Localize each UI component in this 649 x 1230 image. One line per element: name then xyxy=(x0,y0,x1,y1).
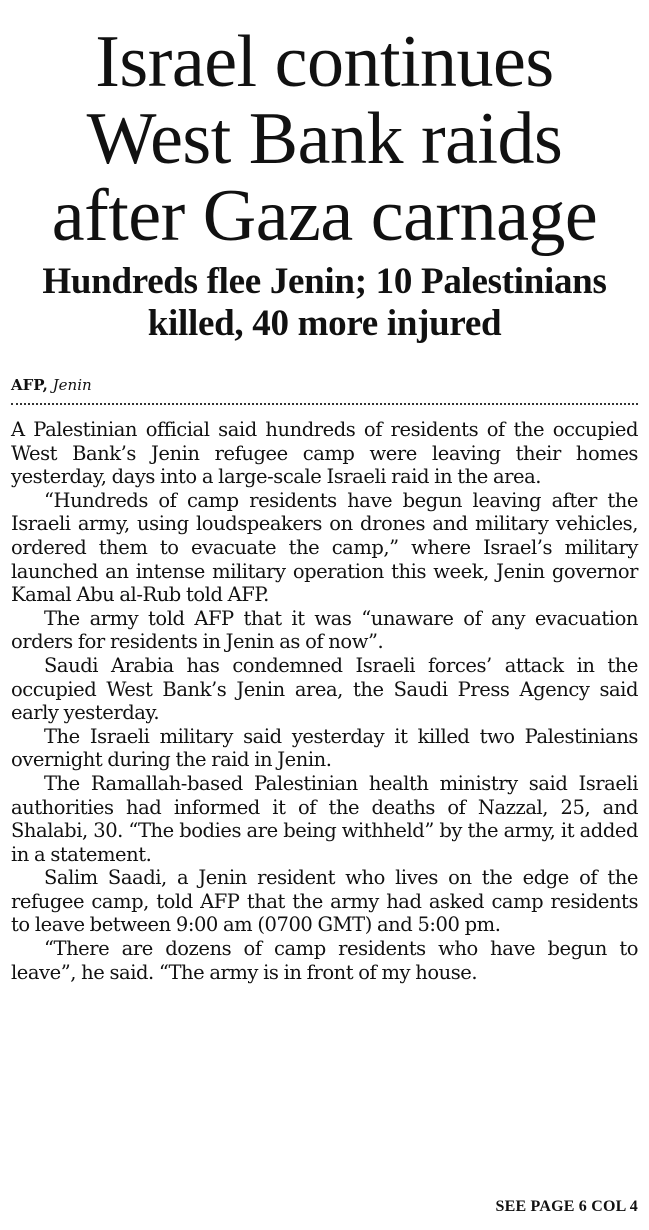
headline-line: West Bank raids xyxy=(86,98,563,180)
continuation-jump-line: SEE PAGE 6 COL 4 xyxy=(495,1198,638,1215)
byline xyxy=(11,375,638,395)
paragraph: A Palestinian official said hundreds of residents of the occupied West Bank’s Jenin refugee camp were leaving their homes yesterday, days into a large-scale Israeli raid in the area. xyxy=(11,418,638,489)
headline-line: after Gaza carnage xyxy=(51,175,598,257)
paragraph: “There are dozens of camp residents who have begun to leave”, he said. “The army is in front of my house. xyxy=(11,937,638,984)
headline xyxy=(11,0,638,255)
paragraph: “Hundreds of camp residents have begun leaving after the Israeli army, using loudspeakers on drones and military vehicles, ordered them to evacuate the camp,” where Israel’s military launched an intense military operation this week, Jenin governor Kamal Abu al-Rub told AFP. xyxy=(11,488,638,607)
paragraph: The Ramallah-based Palestinian health ministry said Israeli authorities had informed it of the deaths of Nazzal, 25, and Shalabi, 30. “The bodies are being withheld” by the army, it added in a statement. xyxy=(11,771,638,866)
byline-dateline: Jenin xyxy=(52,376,92,394)
subheadline xyxy=(11,261,638,345)
byline-agency: AFP, xyxy=(11,376,48,394)
article-body xyxy=(11,418,638,984)
paragraph: Saudi Arabia has condemned Israeli forces’ attack in the occupied West Bank’s Jenin area, the Saudi Press Agency said early yesterday. xyxy=(11,653,638,725)
subheadline-line: Hundreds flee Jenin; 10 Palestinians xyxy=(42,261,607,302)
subheadline-line: killed, 40 more injured xyxy=(147,303,502,344)
paragraph: The Israeli military said yesterday it killed two Palestinians overnight during the raid in Jenin. xyxy=(11,724,638,772)
paragraph: The army told AFP that it was “unaware of any evacuation orders for residents in Jenin as of now”. xyxy=(11,606,638,654)
paragraph: Salim Saadi, a Jenin resident who lives on the edge of the refugee camp, told AFP that the army had asked camp residents to leave between 9:00 am (0700 GMT) and 5:00 pm. xyxy=(11,866,638,937)
dotted-divider xyxy=(11,403,638,405)
headline-line: Israel continues xyxy=(95,21,554,103)
